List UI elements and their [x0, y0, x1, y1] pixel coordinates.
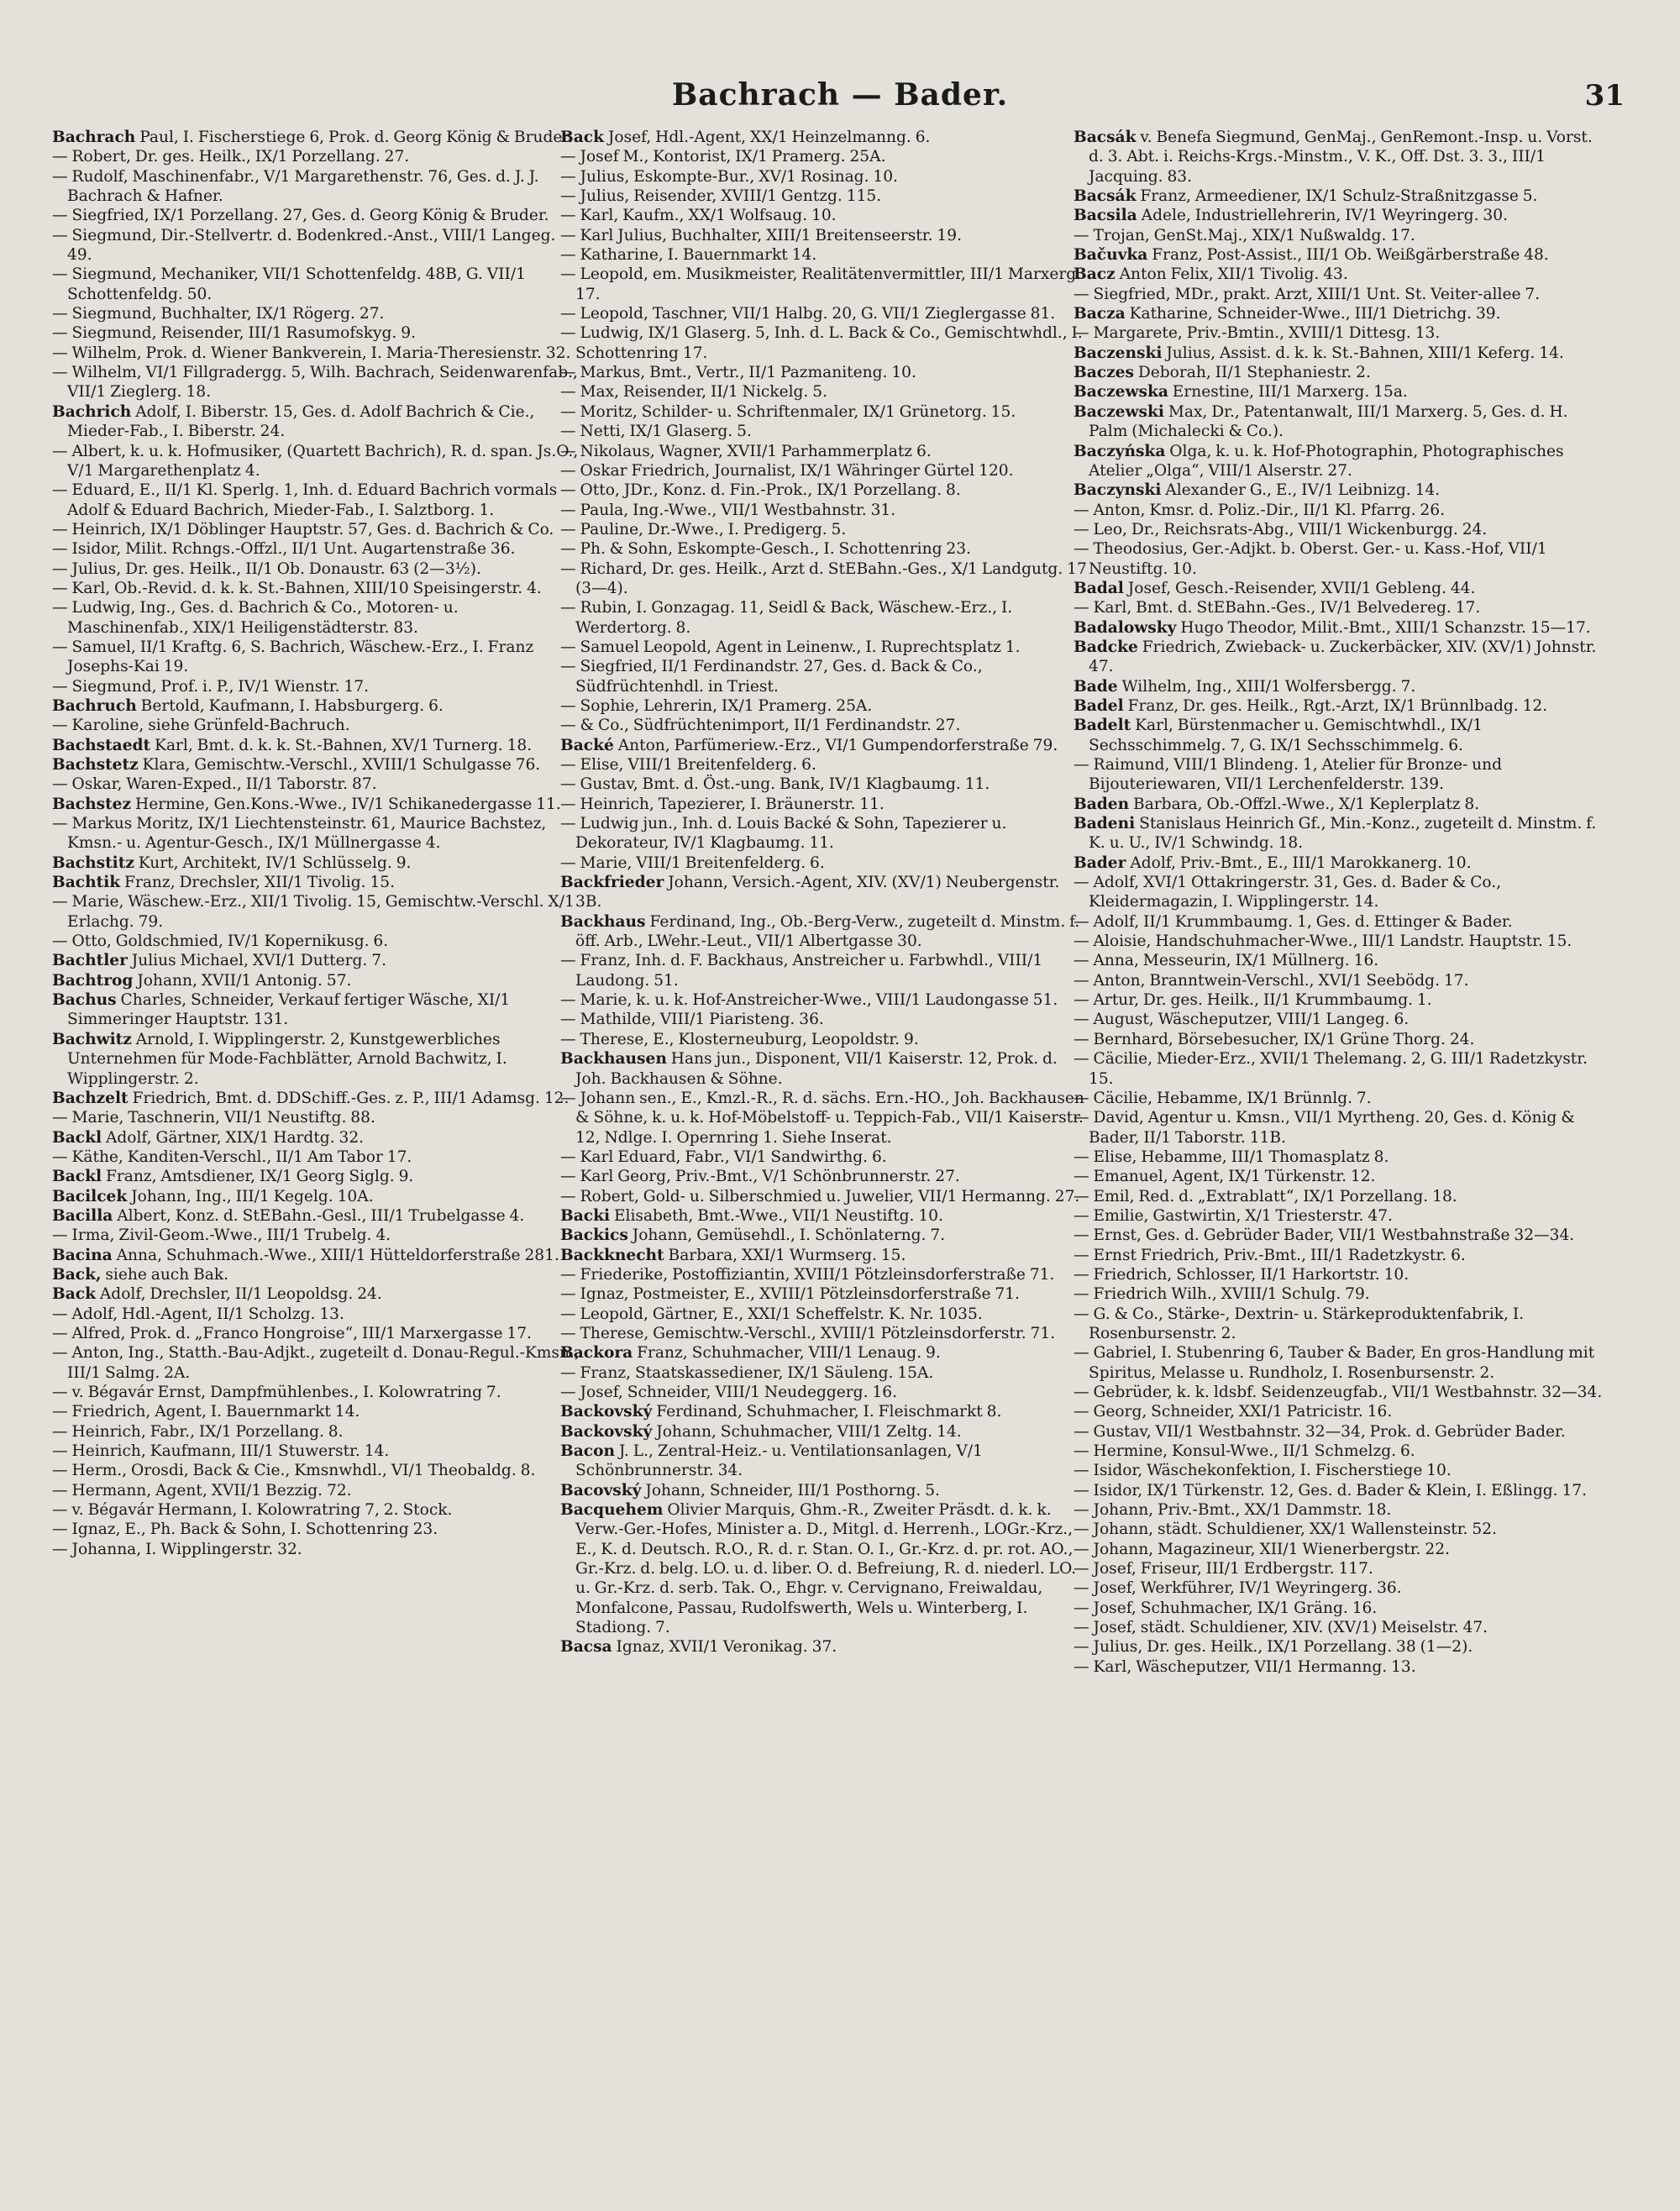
directory-entry: — Ignaz, E., Ph. Back & Sohn, I. Schottenring 23. — [52, 1520, 438, 1539]
directory-entry: — Johann sen., E., Kmzl.-R., R. d. sächs. Ern.-HO., Joh. Backhausen & Söhne, k. u. k. Hof-Möbelstoff- u. Teppich-Fab., VII/1 Kaiserstr. 12, Ndlge. I. Opernring 1. Siehe Inserat. — [560, 1089, 1084, 1147]
directory-entry: — Cäcilie, Mieder-Erz., XVII/1 Thelemang. 2, G. III/1 Radetzkystr. 15. — [1074, 1050, 1588, 1088]
surname: Bacilcek — [52, 1187, 128, 1205]
directory-entry: — Leopold, Gärtner, E., XXI/1 Scheffelstr. K. Nr. 1035. — [560, 1305, 983, 1323]
directory-entry: Badalowsky Hugo Theodor, Milit.-Bmt., XIII/1 Schanzstr. 15—17. — [1074, 618, 1591, 637]
surname: Bachtik — [52, 874, 121, 892]
directory-entry: Bachstaedt Karl, Bmt. d. k. k. St.-Bahnen, XV/1 Turnerg. 18. — [52, 736, 533, 754]
directory-entry: Backl Adolf, Gärtner, XIX/1 Hardtg. 32. — [52, 1128, 365, 1147]
directory-entry: — Karl, Ob.-Revid. d. k. k. St.-Bahnen, XIII/10 Speisingerstr. 4. — [52, 579, 542, 597]
page-header — [50, 77, 1630, 121]
directory-entry: — Bernhard, Börsebesucher, IX/1 Grüne Thorg. 24. — [1074, 1030, 1475, 1048]
surname: Bachrach — [52, 129, 136, 146]
directory-entry: Bacsila Adele, Industriellehrerin, IV/1 Weyringerg. 30. — [1074, 207, 1508, 225]
surname: Bacsa — [560, 1638, 612, 1657]
directory-entry: Baczewski Max, Dr., Patentanwalt, III/1 Marxerg. 5, Ges. d. H. Palm (Michalecki & Co.). — [1074, 402, 1568, 441]
directory-entry: — Heinrich, Fabr., IX/1 Porzellang. 8. — [52, 1422, 344, 1441]
directory-entry: Badelt Karl, Bürstenmacher u. Gemischtwhdl., IX/1 Sechsschimmelg. 7, G. IX/1 Sechsschimmelg. 6. — [1074, 717, 1483, 754]
directory-entry: — Herm., Orosdi, Back & Cie., Kmsnwhdl., VI/1 Theobaldg. 8. — [52, 1462, 536, 1480]
directory-entry: — Heinrich, IX/1 Döblinger Hauptstr. 57, Ges. d. Bachrich & Co. — [52, 520, 554, 538]
directory-entry: — Anton, Ing., Statth.-Bau-Adjkt., zugeteilt d. Donau-Regul.-Kmsn., III/1 Salmg. 2A. — [52, 1344, 580, 1382]
directory-entry: — Nikolaus, Wagner, XVII/1 Parhammerplatz 6. — [560, 442, 932, 460]
surname: Back — [560, 129, 604, 146]
directory-entry: — Robert, Dr. ges. Heilk., IX/1 Porzellang. 27. — [52, 148, 410, 166]
directory-entry: — Paula, Ing.-Wwe., VII/1 Westbahnstr. 31. — [560, 501, 896, 519]
directory-entry: — Trojan, GenSt.Maj., XIX/1 Nußwaldg. 17. — [1074, 226, 1415, 244]
directory-entry: — Friederike, Postoffiziantin, XVIII/1 Pötzleinsdorferstraße 71. — [560, 1265, 1055, 1284]
surname: Badel — [1074, 696, 1124, 715]
directory-entry: — Leopold, em. Musikmeister, Realitätenvermittler, III/1 Marxerg. 17. — [560, 265, 1082, 303]
directory-entry: Bacz Anton Felix, XII/1 Tivolig. 43. — [1074, 265, 1348, 284]
directory-entry: — Josef, städt. Schuldiener, XIV. (XV/1) Meiselstr. 47. — [1074, 1619, 1488, 1637]
directory-entry: — Ludwig, Ing., Ges. d. Bachrich & Co., Motoren- u. Maschinenfab., XIX/1 Heiligenstädterstr. 83. — [52, 599, 459, 637]
directory-entry: Backovský Ferdinand, Schuhmacher, I. Fleischmarkt 8. — [560, 1403, 1002, 1421]
directory-entry: Bacsa Ignaz, XVII/1 Veronikag. 37. — [560, 1638, 837, 1657]
directory-entry: — Adolf, II/1 Krummbaumg. 1, Ges. d. Ettinger & Bader. — [1074, 912, 1513, 931]
surname: Backknecht — [560, 1246, 664, 1264]
directory-entry: Backknecht Barbara, XXI/1 Wurmserg. 15. — [560, 1246, 906, 1264]
directory-entry: — Franz, Staatskassediener, IX/1 Säuleng. 15A. — [560, 1363, 934, 1382]
directory-entry: — Otto, Goldschmied, IV/1 Kopernikusg. 6. — [52, 932, 389, 951]
surname: Badalowsky — [1074, 618, 1177, 637]
surname: Bacina — [52, 1246, 113, 1264]
directory-entry: — Ernst Friedrich, Priv.-Bmt., III/1 Radetzkystr. 6. — [1074, 1246, 1466, 1264]
directory-entry: — Heinrich, Kaufmann, III/1 Stuwerstr. 14. — [52, 1442, 390, 1461]
directory-entry: — Siegmund, Mechaniker, VII/1 Schottenfeldg. 48B, G. VII/1 Schottenfeldg. 50. — [52, 265, 526, 303]
directory-entry: — Marie, k. u. k. Hof-Anstreicher-Wwe., VIII/1 Laudongasse 51. — [560, 991, 1058, 1010]
directory-column-1 — [52, 128, 581, 2194]
directory-entry: — Siegmund, Reisender, III/1 Rasumofskyg. 9. — [52, 324, 416, 343]
surname: Bacilla — [52, 1206, 113, 1225]
directory-entry: — Gustav, Bmt. d. Öst.-ung. Bank, IV/1 Klagbaumg. 11. — [560, 775, 990, 794]
surname: Bacsila — [1074, 207, 1137, 225]
directory-entry: — Oskar Friedrich, Journalist, IX/1 Währinger Gürtel 120. — [560, 461, 1014, 480]
directory-entry: — Ludwig, IX/1 Glaserg. 5, Inh. d. L. Back & Co., Gemischtwhdl., I. Schottenring 17. — [560, 324, 1083, 362]
directory-entry: — Siegfried, MDr., prakt. Arzt, XIII/1 Unt. St. Veiter-allee 7. — [1074, 285, 1541, 303]
directory-entry: — Heinrich, Tapezierer, I. Bräunerstr. 11. — [560, 795, 885, 813]
directory-entry: — Raimund, VIII/1 Blindeng. 1, Atelier für Bronze- und Bijouteriewaren, VII/1 Lerchenfelderstr. 139. — [1074, 756, 1503, 794]
surname: Badeni — [1074, 815, 1136, 833]
directory-entry: Backl Franz, Amtsdiener, IX/1 Georg Siglg. 9. — [52, 1168, 414, 1186]
directory-entry: — Marie, Taschnerin, VII/1 Neustiftg. 88. — [52, 1109, 375, 1127]
directory-entry: — Käthe, Kanditen-Verschl., II/1 Am Tabor 17. — [52, 1148, 412, 1166]
directory-entry: — Rudolf, Maschinenfabr., V/1 Margarethenstr. 76, Ges. d. J. J. Bachrach & Hafner. — [52, 167, 539, 206]
surname: Bachstitz — [52, 853, 134, 872]
directory-entry: — Johann, Priv.-Bmt., XX/1 Dammstr. 18. — [1074, 1501, 1392, 1520]
directory-column-2 — [560, 128, 1089, 2194]
directory-entry: — Hermine, Konsul-Wwe., II/1 Schmelzg. 6. — [1074, 1442, 1415, 1461]
directory-entry: — Johann, Magazineur, XII/1 Wienerbergstr. 22. — [1074, 1540, 1450, 1558]
directory-entry: — Margarete, Priv.-Bmtin., XVIII/1 Dittesg. 13. — [1074, 324, 1441, 343]
directory-entry: — Gustav, VII/1 Westbahnstr. 32—34, Prok. d. Gebrüder Bader. — [1074, 1422, 1566, 1441]
directory-entry: — Wilhelm, VI/1 Fillgradergg. 5, Wilh. Bachrach, Seidenwarenfab., VII/1 Zieglerg. 18. — [52, 364, 578, 402]
directory-entry: — Ignaz, Postmeister, E., XVIII/1 Pötzleinsdorferstraße 71. — [560, 1285, 1020, 1304]
directory-entry: — Johann, städt. Schuldiener, XX/1 Wallensteinstr. 52. — [1074, 1520, 1497, 1539]
directory-entry: Bachstetz Klara, Gemischtw.-Verschl., XVIII/1 Schulgasse 76. — [52, 756, 541, 774]
directory-entry: Backhaus Ferdinand, Ing., Ob.-Berg-Verw., zugeteilt d. Minstm. f. öff. Arb., LWehr.-Leut., VII/1 Albertgasse 30. — [560, 912, 1080, 951]
directory-entry: Bachtrog Johann, XVII/1 Antonig. 57. — [52, 971, 352, 990]
surname: Baczenski — [1074, 344, 1163, 362]
surname: Baczewski — [1074, 402, 1164, 421]
directory-entry: — Karl Eduard, Fabr., VI/1 Sandwirthg. 6. — [560, 1148, 887, 1166]
directory-entry: — Marie, Wäschew.-Erz., XII/1 Tivolig. 15, Gemischtw.-Verschl. X/1 Erlachg. 79. — [52, 893, 575, 931]
directory-entry: — Emil, Red. d. „Extrablatt“, IX/1 Porzellang. 18. — [1074, 1187, 1457, 1205]
directory-entry: — Elise, VIII/1 Breitenfelderg. 6. — [560, 756, 816, 774]
directory-entry: Baczewska Ernestine, III/1 Marxerg. 15a. — [1074, 383, 1408, 402]
directory-entry: — Samuel, II/1 Kraftg. 6, S. Bachrich, Wäschew.-Erz., I. Franz Josephs-Kai 19. — [52, 638, 534, 676]
directory-entry: — Josef, Friseur, III/1 Erdbergstr. 117. — [1074, 1560, 1373, 1578]
directory-entry: Bachtik Franz, Drechsler, XII/1 Tivolig. 15. — [52, 874, 396, 892]
directory-entry: — Max, Reisender, II/1 Nickelg. 5. — [560, 383, 827, 402]
surname: Baczynski — [1074, 481, 1162, 500]
directory-entry: Bacon J. L., Zentral-Heiz.- u. Ventilationsanlagen, V/1 Schönbrunnerstr. 34. — [560, 1442, 983, 1480]
directory-entry: Backics Johann, Gemüsehdl., I. Schönlaterng. 7. — [560, 1226, 946, 1245]
directory-entry: — Gabriel, I. Stubenring 6, Tauber & Bader, En gros-Handlung mit Spiritus, Melasse u. Rundholz, I. Rosenbursenstr. 2. — [1074, 1344, 1595, 1382]
directory-entry: — Aloisie, Handschuhmacher-Wwe., III/1 Landstr. Hauptstr. 15. — [1074, 932, 1572, 951]
surname: Back, — [52, 1265, 102, 1284]
directory-entry: — Anton, Kmsr. d. Poliz.-Dir., II/1 Kl. Pfarrg. 26. — [1074, 501, 1445, 519]
directory-entry: — Gebrüder, k. k. ldsbf. Seidenzeugfab., VII/1 Westbahnstr. 32—34. — [1074, 1384, 1603, 1401]
directory-entry: — Mathilde, VIII/1 Piaristeng. 36. — [560, 1011, 824, 1029]
surname: Baczyńska — [1074, 442, 1166, 460]
directory-entry: Bachus Charles, Schneider, Verkauf fertiger Wäsche, XI/1 Simmeringer Hauptstr. 131. — [52, 991, 511, 1029]
directory-entry: Badal Josef, Gesch.-Reisender, XVII/1 Gebleng. 44. — [1074, 579, 1476, 597]
directory-entry: Baczenski Julius, Assist. d. k. k. St.-Bahnen, XIII/1 Keferg. 14. — [1074, 344, 1564, 362]
directory-entry: — Artur, Dr. ges. Heilk., II/1 Krummbaumg. 1. — [1074, 991, 1432, 1010]
surname: Bachtler — [52, 952, 128, 970]
surname: Bacz — [1074, 265, 1116, 284]
surname: Bachzelt — [52, 1089, 129, 1107]
surname: Bacza — [1074, 305, 1126, 323]
directory-entry: — Julius, Dr. ges. Heilk., II/1 Ob. Donaustr. 63 (2—3½). — [52, 559, 481, 578]
surname: Bader — [1074, 853, 1126, 872]
surname: Bade — [1074, 677, 1118, 696]
directory-entry: Badeni Stanislaus Heinrich Gf., Min.-Konz., zugeteilt d. Minstm. f. K. u. U., IV/1 Schwindg. 18. — [1074, 815, 1597, 853]
directory-entry: Bachwitz Arnold, I. Wipplingerstr. 2, Kunstgewerbliches Unternehmen für Mode-Fachblätter, Arnold Bachwitz, I. Wipplingerstr. 2. — [52, 1030, 507, 1088]
surname: Badcke — [1074, 638, 1138, 656]
directory-entry: — Pauline, Dr.-Wwe., I. Predigerg. 5. — [560, 520, 847, 538]
directory-entry: — & Co., Südfrüchtenimport, II/1 Ferdinandstr. 27. — [560, 717, 961, 735]
page-number: 31 — [1584, 79, 1625, 113]
directory-entry: Bachrach Paul, I. Fischerstiege 6, Prok. d. Georg König & Bruder. — [52, 129, 574, 146]
directory-entry: — August, Wäscheputzer, VIII/1 Langeg. 6. — [1074, 1011, 1410, 1029]
surname: Backics — [560, 1226, 628, 1245]
directory-entry: — Karl Julius, Buchhalter, XIII/1 Breitenseerstr. 19. — [560, 226, 962, 244]
directory-entry: — Richard, Dr. ges. Heilk., Arzt d. StEBahn.-Ges., X/1 Landgutg. 17 (3—4). — [560, 559, 1087, 597]
directory-entry: — Karl, Wäscheputzer, VII/1 Hermanng. 13. — [1074, 1657, 1416, 1676]
directory-entry: — Isidor, Milit. Rchngs.-Offzl., II/1 Unt. Augartenstraße 36. — [52, 540, 516, 559]
surname: Bacsák — [1074, 129, 1137, 146]
directory-entry: — Adolf, XVI/1 Ottakringerstr. 31, Ges. d. Bader & Co., Kleidermagazin, I. Wipplingerstr. 14. — [1074, 874, 1502, 911]
directory-entry: Bacina Anna, Schuhmach.-Wwe., XIII/1 Hütteldorferstraße 281. — [52, 1246, 559, 1264]
directory-entry: — Alfred, Prok. d. „Franco Hongroise“, III/1 Marxergasse 17. — [52, 1324, 532, 1342]
surname: Backhausen — [560, 1050, 667, 1069]
directory-entry: — Cäcilie, Hebamme, IX/1 Brünnlg. 7. — [1074, 1089, 1372, 1107]
directory-entry: — Irma, Zivil-Geom.-Wwe., III/1 Trubelg. 4. — [52, 1226, 391, 1245]
directory-entry: — Leopold, Taschner, VII/1 Halbg. 20, G. VII/1 Zieglergasse 81. — [560, 305, 1056, 323]
surname: Bachus — [52, 991, 117, 1010]
directory-entry: — Julius, Reisender, XVIII/1 Gentzg. 115. — [560, 187, 882, 206]
directory-entry: — Leo, Dr., Reichsrats-Abg., VIII/1 Wickenburgg. 24. — [1074, 520, 1488, 538]
directory-entry: — Karl Georg, Priv.-Bmt., V/1 Schönbrunnerstr. 27. — [560, 1168, 960, 1186]
surname: Bachruch — [52, 696, 137, 715]
directory-entry: Bacsák v. Benefa Siegmund, GenMaj., GenRemont.-Insp. u. Vorst. d. 3. Abt. i. Reichs-Krgs.-Minstm., V. K., Off. Dst. 3. 3., III/1 Jacquing. 83. — [1074, 129, 1593, 186]
directory-entry: Baczes Deborah, II/1 Stephaniestr. 2. — [1074, 364, 1371, 382]
directory-entry: — Julius, Dr. ges. Heilk., IX/1 Porzellang. 38 (1—2). — [1074, 1638, 1473, 1657]
surname: Bacon — [560, 1442, 616, 1461]
directory-entry: — Sophie, Lehrerin, IX/1 Pramerg. 25A. — [560, 696, 873, 715]
directory-entry: — Robert, Gold- u. Silberschmied u. Juwelier, VII/1 Hermanng. 27. — [560, 1187, 1080, 1205]
surname: Bachrich — [52, 402, 132, 421]
directory-entry: — Josef, Schneider, VIII/1 Neudeggerg. 16. — [560, 1384, 897, 1401]
surname: Badal — [1074, 579, 1124, 597]
directory-entry: — Siegfried, IX/1 Porzellang. 27, Ges. d. Georg König & Bruder. — [52, 207, 549, 225]
directory-entry: — Georg, Schneider, XXI/1 Patricistr. 16. — [1074, 1403, 1393, 1421]
directory-entry: Backi Elisabeth, Bmt.-Wwe., VII/1 Neustiftg. 10. — [560, 1206, 943, 1225]
directory-entry: — Wilhelm, Prok. d. Wiener Bankverein, I. Maria-Theresienstr. 32. — [52, 344, 571, 362]
directory-entry: — Friedrich, Schlosser, II/1 Harkortstr. 10. — [1074, 1265, 1410, 1284]
directory-entry: — Eduard, E., II/1 Kl. Sperlg. 1, Inh. d. Eduard Bachrich vormals Adolf & Eduard Bachrich, Mieder-Fab., I. Salztborg. 1. — [52, 481, 558, 519]
directory-entry: — Karoline, siehe Grünfeld-Bachruch. — [52, 717, 350, 735]
directory-entry: Backé Anton, Parfümeriew.-Erz., VI/1 Gumpendorferstraße 79. — [560, 736, 1058, 754]
directory-entry: — Oskar, Waren-Exped., II/1 Taborstr. 87. — [52, 775, 377, 794]
directory-entry: — Samuel Leopold, Agent in Leinenw., I. Ruprechtsplatz 1. — [560, 638, 1021, 656]
surname: Backl — [52, 1168, 102, 1186]
directory-entry: Bachrich Adolf, I. Biberstr. 15, Ges. d. Adolf Bachrich & Cie., Mieder-Fab., I. Biberstr. 24. — [52, 402, 535, 441]
surname: Bachtrog — [52, 971, 134, 990]
directory-entry: — Adolf, Hdl.-Agent, II/1 Scholzg. 13. — [52, 1305, 344, 1323]
surname: Backl — [52, 1128, 102, 1147]
surname: Back — [52, 1285, 96, 1304]
directory-entry: — Emilie, Gastwirtin, X/1 Triesterstr. 47. — [1074, 1206, 1393, 1225]
directory-entry: — Emanuel, Agent, IX/1 Türkenstr. 12. — [1074, 1168, 1376, 1186]
surname: Backi — [560, 1206, 611, 1225]
directory-entry: Backfrieder Johann, Versich.-Agent, XIV. (XV/1) Neubergenstr. 3B. — [560, 874, 1060, 911]
surname: Backhaus — [560, 912, 646, 931]
directory-entry: Bacsák Franz, Armeediener, IX/1 Schulz-Straßnitzgasse 5. — [1074, 187, 1538, 206]
directory-entry: — Siegmund, Buchhalter, IX/1 Rögerg. 27. — [52, 305, 385, 323]
directory-entry: — Ernst, Ges. d. Gebrüder Bader, VII/1 Westbahnstraße 32—34. — [1074, 1226, 1575, 1245]
directory-entry: Bacilla Albert, Konz. d. StEBahn.-Gesl., III/1 Trubelgasse 4. — [52, 1206, 525, 1225]
directory-entry: — Siegmund, Prof. i. P., IV/1 Wienstr. 17. — [52, 677, 370, 696]
directory-entry: — Therese, E., Klosterneuburg, Leopoldstr. 9. — [560, 1030, 919, 1048]
directory-entry: Bačuvka Franz, Post-Assist., III/1 Ob. Weißgärberstraße 48. — [1074, 246, 1549, 265]
surname: Bačuvka — [1074, 246, 1148, 265]
directory-entry: — Albert, k. u. k. Hofmusiker, (Quartett Bachrich), R. d. span. Js.O., V/1 Margarethenplatz 4. — [52, 442, 579, 480]
directory-entry: Bade Wilhelm, Ing., XIII/1 Wolfersbergg. 7. — [1074, 677, 1416, 696]
surname: Bachstaedt — [52, 736, 151, 754]
directory-entry: — Siegfried, II/1 Ferdinandstr. 27, Ges. d. Back & Co., Südfrüchtenhdl. in Triest. — [560, 658, 983, 696]
directory-entry: — G. & Co., Stärke-, Dextrin- u. Stärkeproduktenfabrik, I. Rosenbursenstr. 2. — [1074, 1305, 1525, 1342]
directory-entry: — v. Bégavár Hermann, I. Kolowratring 7, 2. Stock. — [52, 1501, 453, 1520]
directory-entry: — Otto, JDr., Konz. d. Fin.-Prok., IX/1 Porzellang. 8. — [560, 481, 961, 500]
directory-entry: — Marie, VIII/1 Breitenfelderg. 6. — [560, 853, 825, 872]
directory-entry: — Josef, Werkführer, IV/1 Weyringerg. 36. — [1074, 1579, 1402, 1598]
directory-entry: — Karl, Bmt. d. StEBahn.-Ges., IV/1 Belvedereg. 17. — [1074, 599, 1481, 617]
directory-entry: Bachstez Hermine, Gen.Kons.-Wwe., IV/1 Schikanedergasse 11. — [52, 795, 561, 813]
directory-entry: Badcke Friedrich, Zwieback- u. Zuckerbäcker, XIV. (XV/1) Johnstr. 47. — [1074, 638, 1597, 676]
directory-entry: Backhausen Hans jun., Disponent, VII/1 Kaiserstr. 12, Prok. d. Joh. Backhausen & Söhne. — [560, 1050, 1058, 1088]
directory-entry: — Josef M., Kontorist, IX/1 Pramerg. 25A. — [560, 148, 886, 166]
directory-entry: — David, Agentur u. Kmsn., VII/1 Myrtheng. 20, Ges. d. König & Bader, II/1 Taborstr. 11B. — [1074, 1109, 1575, 1147]
surname: Backora — [560, 1344, 633, 1363]
surname: Baczewska — [1074, 383, 1168, 402]
surname: Bacquehem — [560, 1501, 664, 1520]
directory-entry: Bachtler Julius Michael, XVI/1 Dutterg. 7. — [52, 952, 386, 970]
surname: Backovský — [560, 1403, 653, 1421]
directory-entry: — Franz, Inh. d. F. Backhaus, Anstreicher u. Farbwhdl., VIII/1 Laudong. 51. — [560, 952, 1043, 990]
directory-entry: Back, siehe auch Bak. — [52, 1265, 229, 1284]
directory-entry: Bachruch Bertold, Kaufmann, I. Habsburgerg. 6. — [52, 696, 444, 715]
directory-entry: — Markus, Bmt., Vertr., II/1 Pazmaniteng. 10. — [560, 364, 916, 382]
directory-column-3 — [1074, 128, 1603, 2194]
directory-entry: — Josef, Schuhmacher, IX/1 Gräng. 16. — [1074, 1599, 1378, 1617]
directory-entry: — Katharine, I. Bauernmarkt 14. — [560, 246, 817, 265]
directory-entry: — Hermann, Agent, XVII/1 Bezzig. 72. — [52, 1481, 352, 1499]
directory-entry: — Ph. & Sohn, Eskompte-Gesch., I. Schottenring 23. — [560, 540, 971, 559]
directory-entry: Bacilcek Johann, Ing., III/1 Kegelg. 10A. — [52, 1187, 374, 1205]
directory-entry: — Markus Moritz, IX/1 Liechtensteinstr. 61, Maurice Bachstez, Kmsn.- u. Agentur-Gesch., IX/1 Müllnergasse 4. — [52, 815, 547, 853]
surname: Badelt — [1074, 717, 1131, 735]
surname: Backovský — [560, 1422, 653, 1441]
surname: Bachwitz — [52, 1030, 132, 1048]
directory-entry: Bacovský Johann, Schneider, III/1 Posthorng. 5. — [560, 1481, 940, 1499]
directory-entry: — Isidor, Wäschekonfektion, I. Fischerstiege 10. — [1074, 1462, 1452, 1480]
surname: Bacovský — [560, 1481, 642, 1499]
directory-entry: Back Adolf, Drechsler, II/1 Leopoldsg. 24. — [52, 1285, 382, 1304]
directory-entry: — Theodosius, Ger.-Adjkt. b. Oberst. Ger.- u. Kass.-Hof, VII/1 Neustiftg. 10. — [1074, 540, 1547, 578]
directory-entry: — Moritz, Schilder- u. Schriftenmaler, IX/1 Grünetorg. 15. — [560, 402, 1016, 421]
directory-entry: Bachzelt Friedrich, Bmt. d. DDSchiff.-Ges. z. P., III/1 Adamsg. 12. — [52, 1089, 570, 1107]
directory-entry: — Friedrich, Agent, I. Bauernmarkt 14. — [52, 1403, 360, 1421]
directory-entry: — Therese, Gemischtw.-Verschl., XVIII/1 Pötzleinsdorferstr. 71. — [560, 1324, 1056, 1342]
running-title: Bachrach — Bader. — [671, 77, 1009, 113]
surname: Backé — [560, 736, 614, 754]
directory-entry: — Anna, Messeurin, IX/1 Müllnerg. 16. — [1074, 952, 1379, 970]
directory-entry: Bader Adolf, Priv.-Bmt., E., III/1 Marokkanerg. 10. — [1074, 853, 1472, 872]
surname: Bachstez — [52, 795, 132, 813]
surname: Bacsák — [1074, 187, 1137, 206]
surname: Baden — [1074, 795, 1130, 813]
directory-entry: — Siegmund, Dir.-Stellvertr. d. Bodenkred.-Anst., VIII/1 Langeg. 49. — [52, 226, 556, 265]
directory-entry: Bachstitz Kurt, Architekt, IV/1 Schlüsselg. 9. — [52, 853, 412, 872]
directory-entry: — Karl, Kaufm., XX/1 Wolfsaug. 10. — [560, 207, 837, 225]
directory-entry: Backora Franz, Schuhmacher, VIII/1 Lenaug. 9. — [560, 1344, 941, 1363]
surname: Baczes — [1074, 364, 1134, 382]
directory-entry: — Anton, Branntwein-Verschl., XVI/1 Seebödg. 17. — [1074, 971, 1469, 990]
directory-entry: — Friedrich Wilh., XVIII/1 Schulg. 79. — [1074, 1285, 1370, 1304]
directory-entry: — Elise, Hebamme, III/1 Thomasplatz 8. — [1074, 1148, 1389, 1166]
directory-entry: — Johanna, I. Wipplingerstr. 32. — [52, 1540, 302, 1558]
directory-entry: Bacquehem Olivier Marquis, Ghm.-R., Zweiter Präsdt. d. k. k. Verw.-Ger.-Hofes, Minister a. D., Mitgl. d. Herrenh., LOGr.-Krz., E., K. d. Deutsch. R.O., R. d. r. Stan. O. I., Gr.-Krz. d. pr. rot. AO., Gr.-Krz. d. belg. LO. u. d. liber. O. d. Befreiung, R. d. niederl. LO. u. Gr.-Krz. d. serb. Tak. O., Ehgr. v. Cervignano, Freiwaldau, Monfalcone, Passau, Rudolfswerth, Wels u. Winterberg, I. Stadiong. 7. — [560, 1501, 1077, 1637]
directory-entry: — Ludwig jun., Inh. d. Louis Backé & Sohn, Tapezierer u. Dekorateur, IV/1 Klagbaumg. 11. — [560, 815, 1007, 853]
surname: Backfrieder — [560, 874, 664, 892]
directory-entry: — Isidor, IX/1 Türkenstr. 12, Ges. d. Bader & Klein, I. Eßlingg. 17. — [1074, 1481, 1588, 1499]
directory-entry: — Netti, IX/1 Glaserg. 5. — [560, 423, 752, 441]
directory-entry: Back Josef, Hdl.-Agent, XX/1 Heinzelmanng. 6. — [560, 129, 931, 146]
directory-entry: Baczynski Alexander G., E., IV/1 Leibnizg. 14. — [1074, 481, 1441, 500]
directory-entry: Baczyńska Olga, k. u. k. Hof-Photographin, Photographisches Atelier „Olga“, VIII/1 Alserstr. 27. — [1074, 442, 1564, 480]
directory-entry: — Rubin, I. Gonzagag. 11, Seidl & Back, Wäschew.-Erz., I. Werdertorg. 8. — [560, 599, 1013, 637]
directory-entry: Bacza Katharine, Schneider-Wwe., III/1 Dietrichg. 39. — [1074, 305, 1501, 323]
surname: Bachstetz — [52, 756, 139, 774]
directory-entry: Baden Barbara, Ob.-Offzl.-Wwe., X/1 Keplerplatz 8. — [1074, 795, 1480, 813]
directory-entry: — Julius, Eskompte-Bur., XV/1 Rosinag. 10. — [560, 167, 898, 186]
directory-entry: Badel Franz, Dr. ges. Heilk., Rgt.-Arzt, IX/1 Brünnlbadg. 12. — [1074, 696, 1548, 715]
directory-entry: — v. Bégavár Ernst, Dampfmühlenbes., I. Kolowratring 7. — [52, 1384, 501, 1401]
directory-entry: Backovský Johann, Schuhmacher, VIII/1 Zeltg. 14. — [560, 1422, 962, 1441]
